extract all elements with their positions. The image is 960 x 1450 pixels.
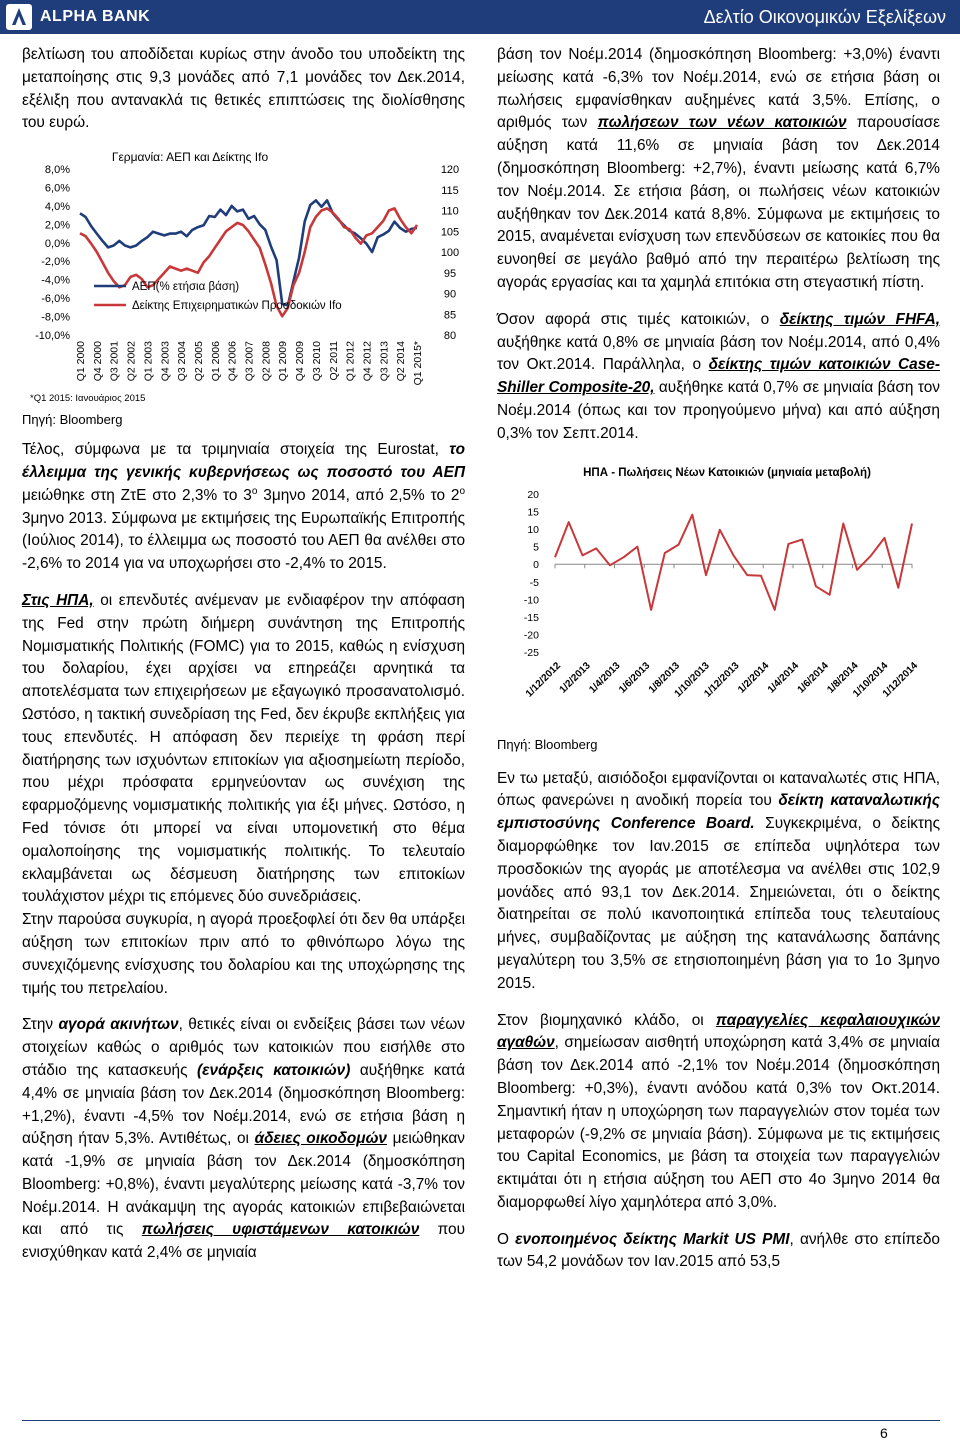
text-span: 3μηνο 2014, από 2,5% το 2 [257,486,460,504]
superscript: ο [459,485,465,497]
emphasis-text: δείκτης τιμών κατοικιών Case-Shiller Composite-20, [497,356,940,397]
text-span: μειώθηκε στη ΖτΕ στο 2,3% το 3 [22,486,252,504]
y-axis-tick-label: 20 [527,488,539,501]
paragraph [497,309,940,446]
x-axis-tick-label: Q4 2006 [226,341,239,382]
right-axis-tick-label: 95 [443,267,457,280]
x-axis-tick-label: Q3 2004 [176,341,189,382]
left-column [22,44,465,1265]
emphasis-text: αγορά ακινήτων [58,1016,179,1034]
x-axis-tick-label: 1/6/2014 [795,659,831,696]
new-home-sales-line [555,514,912,609]
emphasis-text: άδειες οικοδομών [254,1130,387,1148]
left-axis-tick-label: -6,0% [41,293,70,306]
left-axis-tick-label: 2,0% [44,219,70,232]
text-span: παρουσίασε αύξηση κατά 11,6% σε μηνιαία βάση τον Δεκ.2014 (δημοσκόπηση Bloomberg: +2,7%), έναντι μείωσης κατά 6,7% τον Νοέμ.2014. Σε ετήσια βάση, οι πωλήσεις νέων κατοικιών αυξήθηκαν τον Δεκ.2014 κατά 8,8%. Σύμφωνα με εκτιμήσεις το 2015, αναμένεται ενίσχυση των επενδύσεων σε κατοικίες που θα ευνοηθεί σε μεγάλο βαθμό από την περαιτέρω βελτίωση της αγοράς εργασίας και τα χαμηλά επιτόκια στη στεγαστική πίστη. [497,114,941,291]
chart-title: ΗΠΑ - Πωλήσεις Νέων Κατοικιών (μηνιαία μεταβολή) [583,466,871,479]
x-axis-tick-label: 1/4/2013 [587,659,623,696]
right-axis-tick-label: 85 [443,309,457,322]
x-axis-tick-label: Q4 2000 [91,341,104,382]
legend-label-gdp: ΑΕΠ(% ετήσια βάση) [132,281,240,294]
alpha-bank-logo-icon [6,4,32,30]
footer-rule [22,1420,940,1421]
x-axis-tick-label: Q4 2003 [159,341,172,382]
text-span: που ενισχύθηκαν κατά 2,4% σε μηνιαία [22,1221,466,1262]
y-axis-tick-label: 0 [533,558,539,571]
chart-note: *Q1 2015: Ιανουάριος 2015 [30,393,146,405]
text-span: βάση τον Νοέμ.2014 (δημοσκόπηση Bloomberg: +3,0%) έναντι μείωσης κατά -6,3% τον Νοέμ.2014, ενώ σε ετήσια βάση οι πωλήσεις εμφανίσθηκαν αυξημένες κατά 3,5%. Επίσης, ο αριθμός των [497,46,940,132]
chart-canvas [22,139,465,407]
emphasis-text: Στις ΗΠΑ, [22,591,94,609]
text-span: μειώθηκαν κατά -1,9% σε μηνιαία βάση τον Δεκ.2014 (δημοσκόπηση Bloomberg: +0,8%), έναντι μεγαλύτερης μείωσης κατά -3,7% τον Νοέμ.2014. Η ανάκαμψη της αγοράς κατοικιών επιβεβαιώνεται και από τις [22,1130,465,1239]
x-axis-tick-label: Q3 2010 [310,341,323,382]
x-axis-tick-label: Q4 2009 [294,341,307,382]
chart-source: Πηγή: Bloomberg [497,736,598,752]
paragraph [497,768,940,996]
left-axis-tick-label: -2,0% [41,256,70,269]
text-span: 3μηνο 2013. Σύμφωνα με εκτιμήσεις της Ευρωπαϊκής Επιτροπής (Ιούλιος 2014), το έλλειμμα ως ποσοστό του ΑΕΠ θα ανέλθει στο -2,6% το 2014 για να υποχωρήσει στο -2,4% το 2015. [22,509,465,573]
page-number: 6 [880,1425,888,1441]
text-span: Εν τω μεταξύ, αισιόδοξοι εμφανίζονται οι καταναλωτές στις ΗΠΑ, όπως φανερώνει η ανοδική πορεία του [497,769,940,810]
chart-source: Πηγή: Bloomberg [22,412,123,428]
chart-title: Γερμανία: ΑΕΠ και Δείκτης Ifo [111,150,269,165]
x-axis-tick-label: 1/8/2013 [646,659,683,696]
chart-canvas [497,462,940,732]
paragraph: Στην παρούσα συγκυρία, η αγορά προεξοφλεί ότι δεν θα υπάρξει αύξηση των επιτοκίων πριν από το φθινόπωρο λόγω της συνεχιζόμενης ενίσχυσης του δολαρίου και της υποχώρησης της τιμής του πετρελαίου. [22,911,465,997]
left-axis-tick-label: -8,0% [41,311,70,324]
paragraph [497,1010,940,1215]
left-axis-tick-label: 0,0% [44,237,70,250]
x-axis-tick-label: Q1 2000 [75,341,87,382]
text-span: Συγκεκριμένα, ο δείκτης διαμορφώθηκε τον Ιαν.2015 σε επίπεδα υψηλότερα των προσδοκιών της αγοράς με αποτέλεσμα να ανέλθει στις 102,9 μονάδες από 93,1 τον Δεκ.2014. Σημειώνεται, ότι ο δείκτης διατηρείται σε πολύ ικανοποιητικά επίπεδα τους τελευταίους μήνες, συμβαδίζοντας με αύξηση της κατανάλωσης δαπάνης μεγαλύτερη του 3,5% σε ετησιοποιημένη βάση για το 1ο 3μηνο 2015. [497,815,940,992]
right-axis-tick-label: 110 [441,205,459,218]
right-axis-tick-label: 120 [440,164,460,177]
x-axis-tick-label: Q2 2005 [192,341,205,382]
text-span: αυξήθηκε κατά 4,4% σε μηνιαία βάση τον Δεκ.2014 (δημοσκόπηση Bloomberg: +1,2%), έναντι -4,5% τον Νοέμ.2014, ενώ σε ετήσια βάση η αύξηση ήταν 5,3%. Αντιθέτως, οι [22,1061,465,1148]
emphasis-text: δείκτη καταναλωτικής εμπιστοσύνης Conference Board. [497,792,941,833]
text-span: Ο [497,1230,516,1248]
x-axis-tick-label: 1/10/2014 [851,659,891,700]
text-span: αυξήθηκε κατά 0,7% σε μηνιαία βάση τον Νοέμ.2014 (όπως και τον προηγούμενο μήνα) και από αύξηση 0,3% τον Σεπτ.2014. [497,379,940,442]
text-span: , ανήλθε στο επίπεδο των 54,2 μονάδων τον Ιαν.2015 από 53,5 [497,1230,940,1271]
x-axis-tick-label: Q3 2013 [378,341,391,382]
paragraph [497,44,940,295]
x-axis-tick-label: Q1 2006 [209,341,222,382]
y-axis-tick-label: -25 [523,646,539,659]
x-axis-tick-label: Q4 2012 [361,341,374,382]
x-axis-tick-label: 1/2/2014 [736,659,772,696]
emphasis-text: ενοποιημένος δείκτης Markit US PMI [515,1230,790,1248]
x-axis-tick-label: Q2 2011 [327,341,340,381]
superscript: ο [251,485,258,497]
text-span: Στην [22,1016,59,1034]
text-span: , σημείωσαν αισθητή υποχώρηση κατά 3,4% σε μηνιαία βάση τον Δεκ.2014 από -2,1% τον Νοέμ.2014 (δημοσκόπηση Bloomberg: +0,3%), έναντι ανόδου κατά 0,3% τον Οκτ.2014. Σημαντική ήταν η υποχώρηση των παραγγελιών στον τομέα των μεταφορών (-9,2% σε μηνιαία βάση). Σύμφωνα με τις εκτιμήσεις του Capital Economics, με βάση τα στοιχεία των παραγγελιών εκτιμάται ότι η ετήσια αύξηση του ΑΕΠ στο 4ο 3μηνο 2014 θα διαμορφωθεί λίγο χαμηλότερα από 3,0%. [497,1034,940,1211]
emphasis-text: (ενάρξεις κατοικιών) [197,1061,351,1079]
x-axis-tick-label: Q1 2009 [277,341,290,382]
x-axis-tick-label: Q1 2003 [142,341,155,382]
x-axis-tick-label: Q3 2001 [108,341,121,382]
x-axis-tick-label: Q2 2002 [125,341,138,382]
y-axis-tick-label: 15 [527,506,539,519]
left-axis-tick-label: 6,0% [44,182,70,195]
germany-gdp-ifo-chart [22,139,465,407]
emphasis-text: παραγγελίες κεφαλαιουχικών αγαθών [497,1011,940,1052]
right-axis-tick-label: 100 [440,247,460,260]
right-axis-tick-label: 105 [440,226,460,239]
text-span: , θετικές είναι οι ενδείξεις βάσει των νέων στοιχείων καθώς ο αριθμός των κατοικιών που εισήλθε στο στάδιο της κατασκευής [22,1016,465,1079]
emphasis-text: δείκτης τιμών FHFA, [779,310,941,328]
us-new-home-sales-chart [497,462,940,732]
bank-name: ALPHA BANK [40,8,151,25]
gdp-series-line [80,201,417,306]
paragraph [22,590,465,909]
y-axis-tick-label: -20 [523,628,539,641]
text-span: Τέλος, σύμφωνα με τα τριμηνιαία στοιχεία της Eurostat, [22,441,450,459]
x-axis-tick-label: 1/10/2013 [672,659,712,700]
x-axis-tick-label: Q1 2015* [412,341,424,386]
x-axis-tick-label: 1/12/2013 [702,659,742,700]
text-span: Στον βιομηχανικό κλάδο, οι [497,1011,716,1029]
left-axis-tick-label: -4,0% [41,274,70,287]
bulletin-title: Δελτίο Οικονομικών Εξελίξεων [703,7,946,27]
paragraph [22,1014,465,1265]
y-axis-tick-label: -15 [523,611,539,624]
x-axis-tick-label: 1/12/2014 [880,659,921,700]
y-axis-tick-label: -10 [523,593,539,606]
right-axis-tick-label: 115 [441,184,459,197]
page-header [0,0,960,34]
text-span: Όσον αφορά στις τιμές κατοικιών, ο [497,310,780,328]
emphasis-text: το έλλειμμα της γενικής κυβερνήσεως ως ποσοστό του ΑΕΠ [22,441,465,481]
y-axis-tick-label: 10 [527,523,539,536]
emphasis-text: πωλήσεων των νέων κατοικιών [597,114,847,132]
x-axis-tick-label: Q3 2007 [243,341,256,382]
paragraph [22,439,465,576]
x-axis-tick-label: 1/6/2013 [617,659,653,696]
x-axis-tick-label: 1/12/2012 [523,659,564,700]
y-axis-tick-label: -5 [529,576,539,589]
paragraph [497,1229,940,1275]
x-axis-tick-label: Q2 2008 [260,341,273,382]
left-axis-tick-label: 4,0% [44,201,70,214]
x-axis-tick-label: 1/2/2013 [557,659,593,696]
left-axis-tick-label: -10,0% [35,330,70,343]
right-axis-tick-label: 90 [443,288,457,301]
paragraph: βελτίωση του αποδίδεται κυρίως στην άνοδο του υποδείκτη της μεταποίησης στις 9,3 μονάδες από 7,1 μονάδες τον Δεκ.2014, εξέλιξη που αντανακλά τις θετικές επιπτώσεις της διολίσθησης του ευρώ. [22,46,465,132]
y-axis-tick-label: 5 [533,541,539,554]
x-axis-tick-label: 1/8/2014 [825,659,861,696]
x-axis-tick-label: Q2 2014 [395,341,408,382]
x-axis-tick-label: Q1 2012 [344,341,357,382]
right-column [497,44,940,1274]
x-axis-tick-label: 1/4/2014 [765,659,802,696]
legend-label-ifo: Δείκτης Επιχειρηματικών Προσδοκιών Ifo [132,300,342,313]
left-axis-tick-label: 8,0% [44,164,70,177]
text-span: οι επενδυτές ανέμεναν με ενδιαφέρον την απόφαση της Fed στην πρώτη διήμερη συνάντηση της Επιτροπής Νομισματικής Πολιτικής (FOMC) για το 2015, καθώς η ενίσχυση του δολαρίου, έχει αρχίσει να επηρεάζει αρνητικά τα αποτελέσματα των επιχειρήσεων με εξαγωγικό προσανατολισμό. Ωστόσο, η τακτική συνεδρίαση της Fed, δεν έκρυβε εκπλήξεις για τους επενδυτές. Η απόφαση δεν περιείχε τη φράση περί διατήρησης των ισχυόντων επιτοκίων για αξιοσημείωτη περίοδο, που μέχρι πρόσφατα ερμηνεύονταν ως συνέχιση της εφαρμοζόμενης νομισματικής πολιτικής για έξι μήνες. Ωστόσο, η Fed τόνισε ότι μπορεί να είναι υπομονετική στο θέμα ομαλοποίησης της νομισματικής πολιτικής. Το τελευταίο εκλαμβάνεται ως δέσμευση διατήρησης των επιτοκίων τουλάχιστον μέχρι τις επόμενες δύο συνεδριάσεις. [22,591,465,906]
text-span: αυξήθηκε κατά 0,8% σε μηνιαία βάση τον Νοέμ.2014, από 0,4% τον Οκτ.2014. Παράλληλα, ο [497,333,940,374]
emphasis-text: πωλήσεις υφιστάμενων κατοικιών [141,1221,420,1239]
right-axis-tick-label: 80 [443,330,457,343]
